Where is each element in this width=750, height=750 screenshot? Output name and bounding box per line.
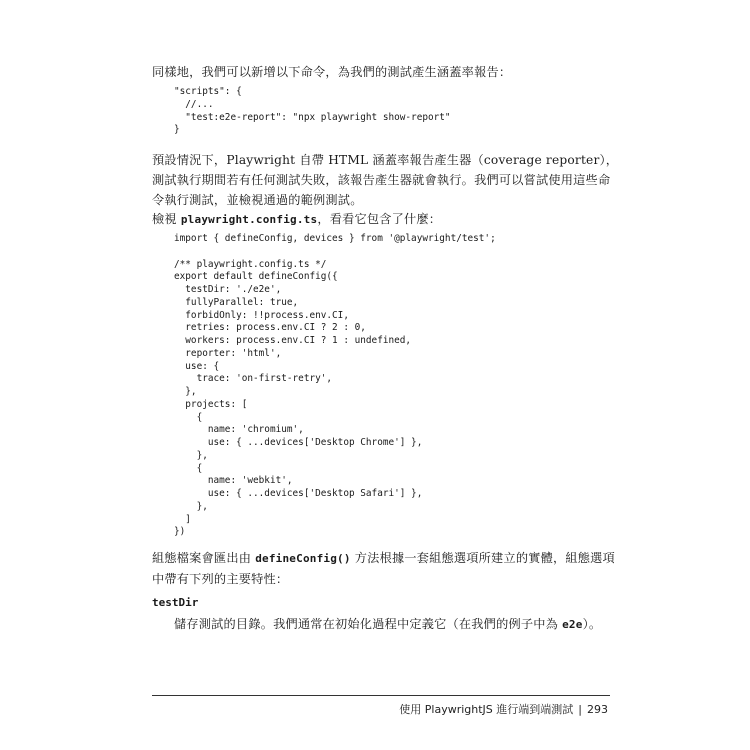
page-footer [399, 701, 608, 717]
footer-separator: | [578, 703, 582, 716]
footer-page-number: 293 [587, 703, 608, 716]
define-text-before: 組態檔案會匯出由 [152, 551, 256, 565]
paragraph-testdir-desc [174, 614, 624, 635]
paragraph-default-reporter: 預設情況下，Playwright 自帶 HTML 涵蓋率報告產生器（coverage reporter），測試執行期間若有任何測試失敗，該報告產生器就會執行。我們可以嘗試使用這些命令執行測試，並檢視通過的範例測試。 [152, 153, 619, 207]
inspect-text-after: ，看看它包含了什麼： [317, 212, 442, 226]
paragraph-define-config [152, 548, 622, 589]
paragraph-intro: 同樣地，我們可以新增以下命令，為我們的測試產生涵蓋率報告： [152, 65, 512, 79]
inline-code-define-config: defineConfig() [255, 552, 351, 565]
code-block-config: import { defineConfig, devices } from '@playwright/test'; /** playwright.config.ts */ export default defineConfig({ testDir: './e2e', fullyParallel: true, forbidOnly: !!process.env.CI, retries: process.env.CI ? 2 : 0, workers: process.env.CI ? 1 : undefined, reporter: 'html', use: { trace: 'on-first-retry', }, projects: [ { name: 'chromium', use: { ...devices['Desktop Chrome'] }, }, { name: 'webkit', use: { ...devices['Desktop Safari'] }, }, ] }) [174, 233, 496, 538]
inline-code-e2e: e2e [562, 618, 583, 631]
footer-book-title: 使用 PlaywrightJS 進行端到端測試 [399, 703, 574, 716]
footer-divider [152, 695, 610, 696]
inspect-text-before: 檢視 [152, 212, 181, 226]
paragraph-inspect-config [152, 209, 622, 230]
testdir-text-before: 儲存測試的目錄。我們通常在初始化過程中定義它（在我們的例子中為 [174, 617, 563, 631]
inline-code-config-file: playwright.config.ts [180, 213, 318, 226]
term-testdir: testDir [152, 596, 199, 609]
code-block-scripts: "scripts": { //... "test:e2e-report": "npx playwright show-report" } [174, 86, 451, 136]
define-text-after: 方法根據一套組態選項所建立的實體，組態選項中帶有下列的主要特性： [152, 551, 615, 586]
testdir-text-after: ）。 [582, 617, 602, 631]
